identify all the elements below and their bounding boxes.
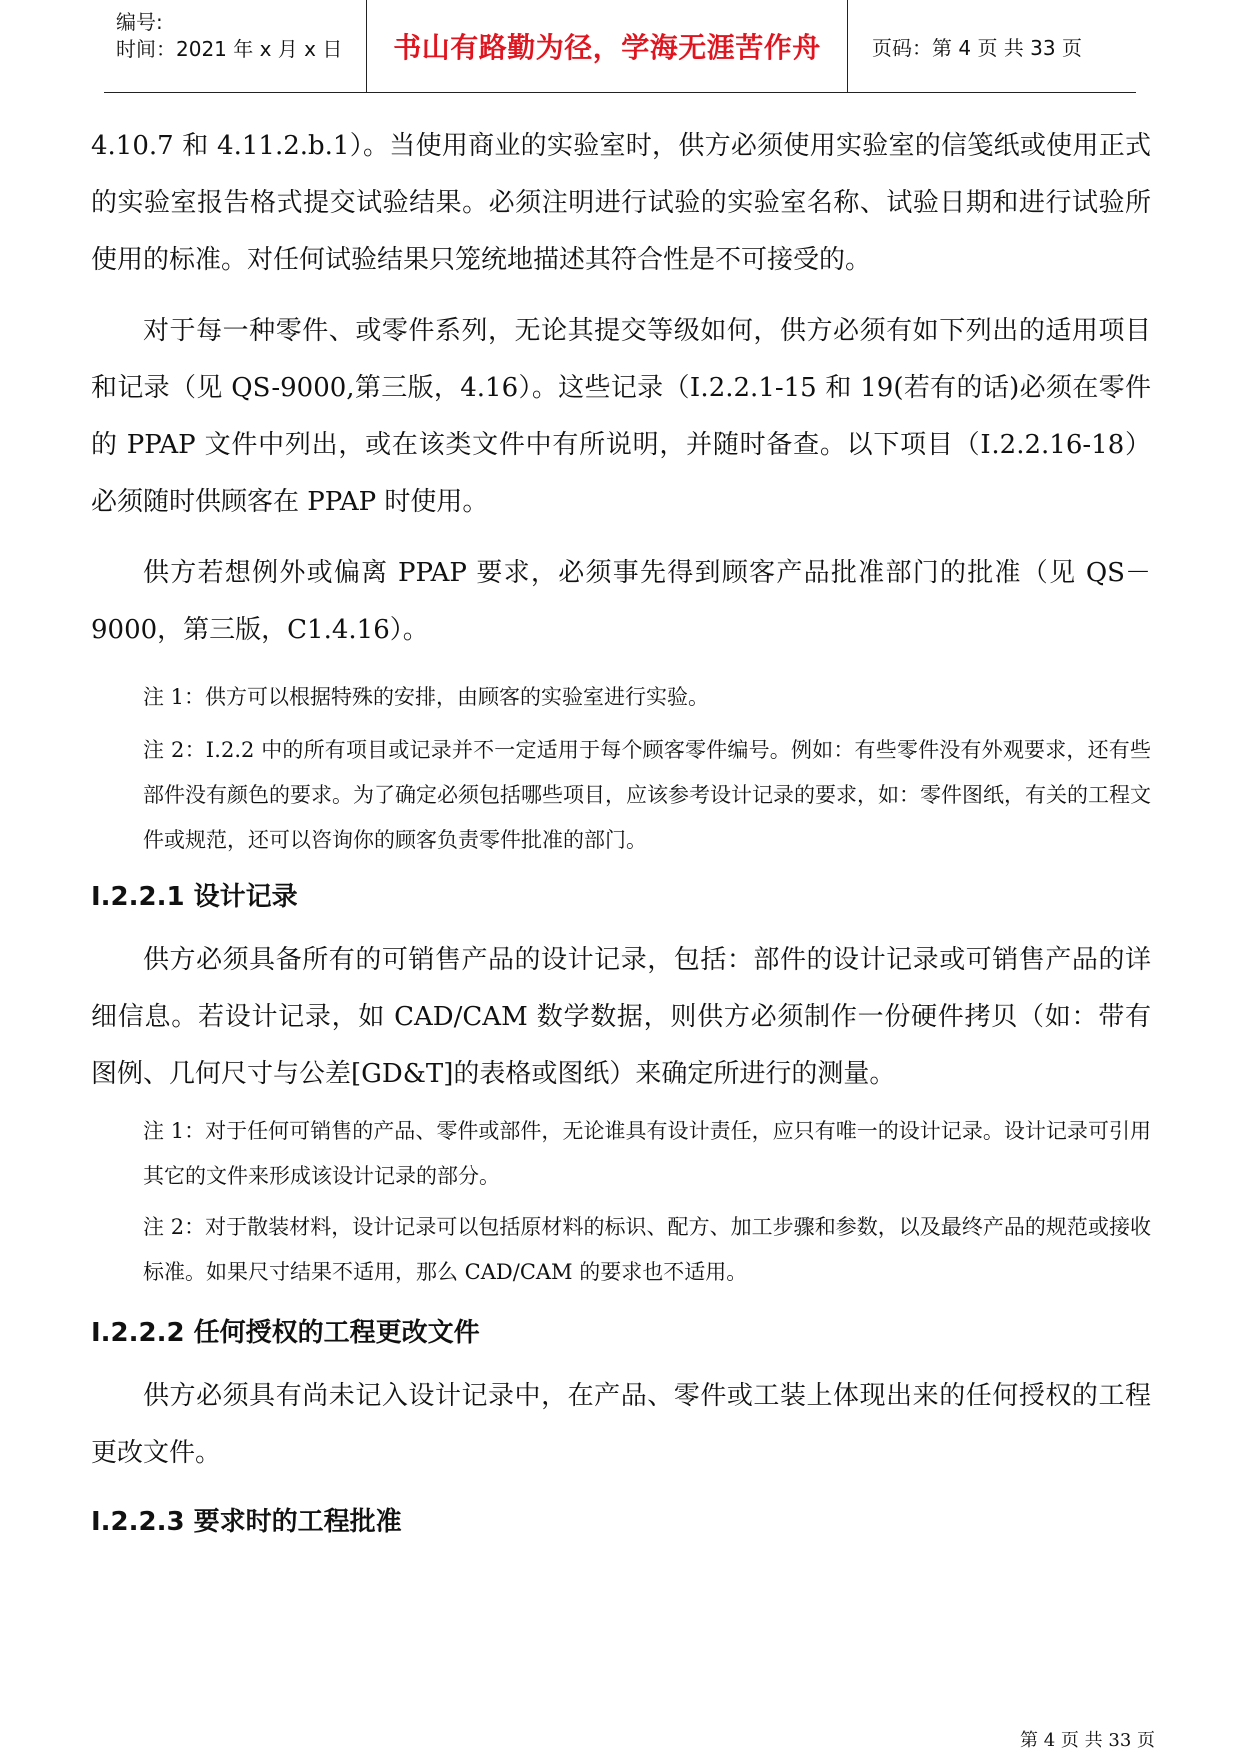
header-meta	[104, 0, 366, 92]
paragraph: 供方若想例外或偏离 PPAP 要求，必须事先得到顾客产品批准部门的批准（见 QS－9000，第三版，C1.4.16）。	[91, 558, 1151, 645]
page-label: 页码：第 4 页 共 33 页	[872, 35, 1082, 60]
page-footer: 第 4 页 共 33 页	[1020, 1730, 1155, 1751]
paragraph: 供方必须具有尚未记入设计记录中，在产品、零件或工装上体现出来的任何授权的工程更改文件。	[91, 1381, 1151, 1468]
section-heading: Ⅰ.2.2.1 设计记录	[91, 882, 298, 912]
section-heading: Ⅰ.2.2.3 要求时的工程批准	[91, 1507, 402, 1537]
paragraph: 供方必须具备所有的可销售产品的设计记录，包括：部件的设计记录或可销售产品的详细信息。若设计记录，如 CAD/CAM 数学数据，则供方必须制作一份硬件拷贝（如：带有图例、几何尺寸与公差[GD&T]的表格或图纸）来确定所进行的测量。	[91, 945, 1151, 1089]
paragraph: 4.10.7 和 4.11.2.b.1）。当使用商业的实验室时，供方必须使用实验室的信笺纸或使用正式的实验室报告格式提交试验结果。必须注明进行试验的实验室名称、试验日期和进行试验所使用的标准。对任何试验结果只笼统地描述其符合性是不可接受的。	[91, 131, 1151, 275]
note: 注 1：对于任何可销售的产品、零件或部件，无论谁具有设计责任，应只有唯一的设计记录。设计记录可引用其它的文件来形成该设计记录的部分。	[143, 1119, 1151, 1188]
page-header	[104, 0, 1136, 93]
note: 注 2：Ⅰ.2.2 中的所有项目或记录并不一定适用于每个顾客零件编号。例如：有些零件没有外观要求，还有些部件没有颜色的要求。为了确定必须包括哪些项目，应该参考设计记录的要求，如：零件图纸，有关的工程文件或规范，还可以咨询你的顾客负责零件批准的部门。	[143, 738, 1151, 852]
section-heading: Ⅰ.2.2.2 任何授权的工程更改文件	[91, 1318, 480, 1348]
note: 注 1：供方可以根据特殊的安排，由顾客的实验室进行实验。	[143, 685, 710, 709]
header-page-cell	[848, 0, 1136, 92]
time-label: 时间：2021 年 x 月 x 日	[116, 37, 343, 61]
document-body	[91, 118, 1151, 1551]
motto: 书山有路勤为径，学海无涯苦作舟	[393, 31, 821, 64]
header-motto-cell	[366, 0, 848, 92]
note: 注 2：对于散装材料，设计记录可以包括原材料的标识、配方、加工步骤和参数，以及最终产品的规范或接收标准。如果尺寸结果不适用，那么 CAD/CAM 的要求也不适用。	[143, 1215, 1151, 1284]
number-label: 编号:	[116, 10, 163, 34]
paragraph: 对于每一种零件、或零件系列，无论其提交等级如何，供方必须有如下列出的适用项目和记录（见 QS-9000,第三版，4.16）。这些记录（Ⅰ.2.2.1-15 和 19(若有的话)必须在零件的 PPAP 文件中列出，或在该类文件中有所说明，并随时备查。以下项目（Ⅰ.2.2.16-18）必须随时供顾客在 PPAP 时使用。	[91, 316, 1151, 517]
